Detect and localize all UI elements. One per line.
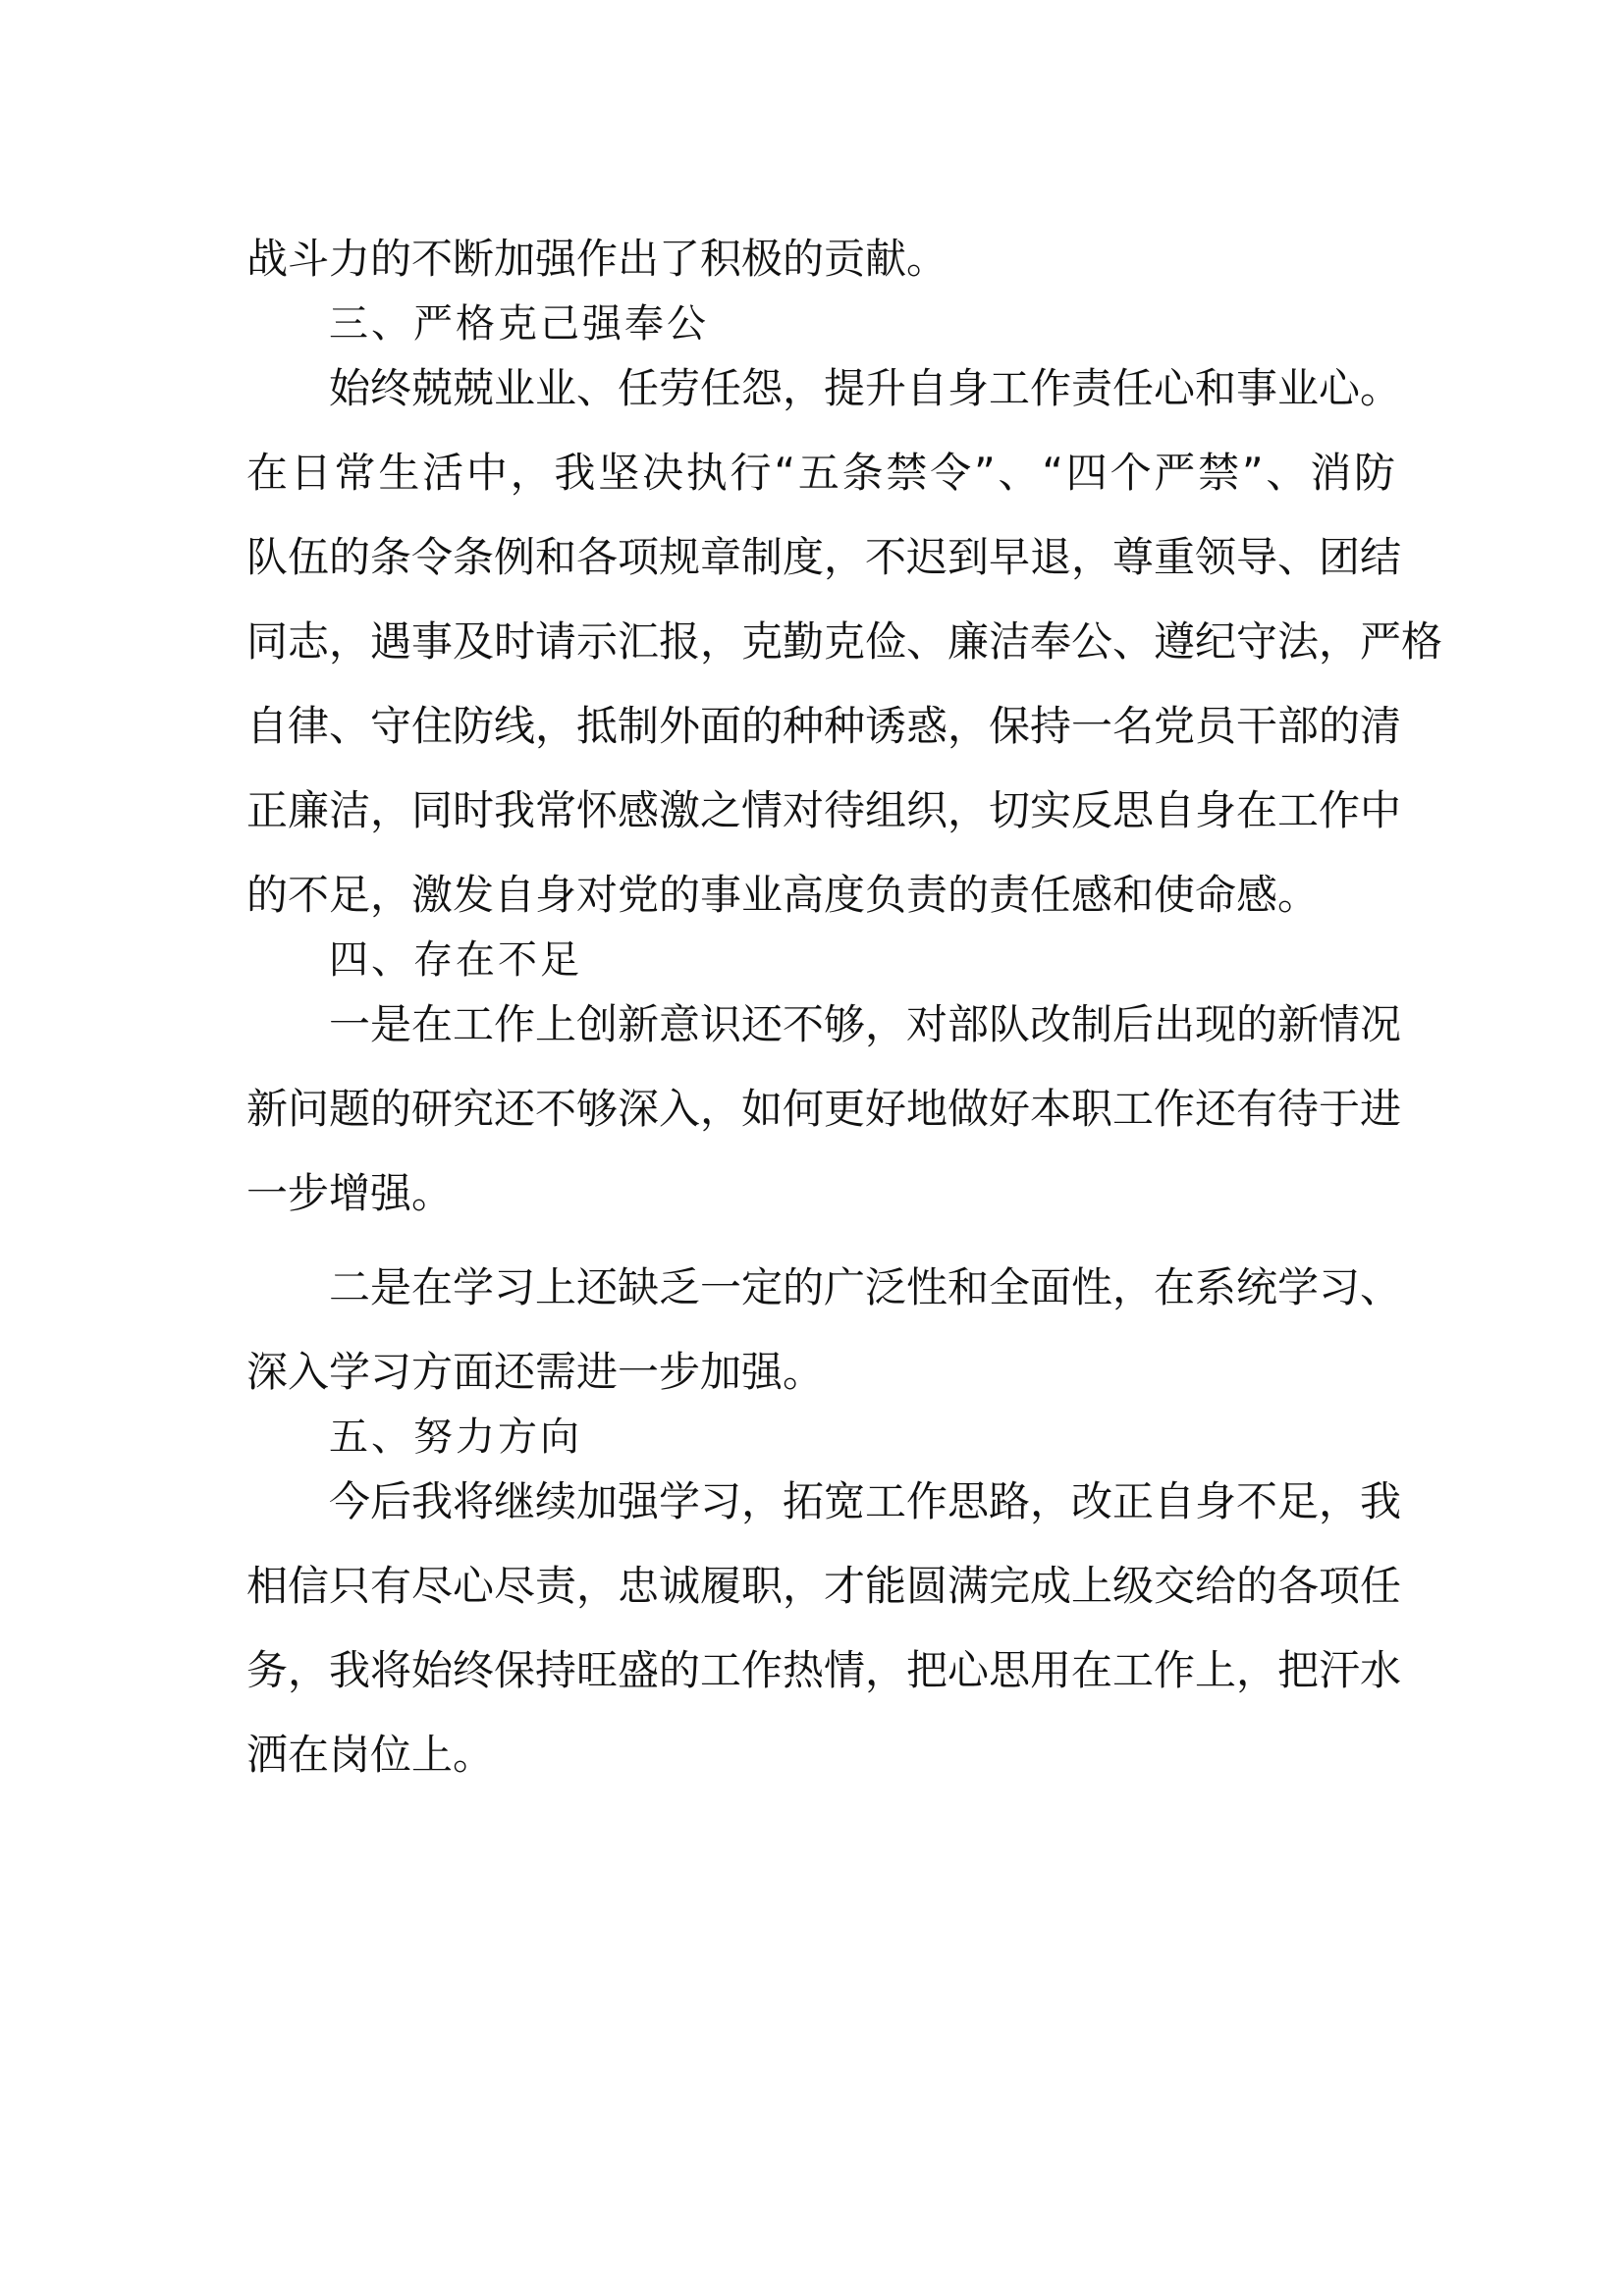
paragraph-line: 深入学习方面还需进一步加强。: [246, 1348, 825, 1396]
paragraph-line: 今后我将继续加强学习，拓宽工作思路，改正自身不足，我: [329, 1477, 1402, 1525]
paragraph-line: 在日常生活中，我坚决执行“五条禁令”、“四个严禁”、消防: [246, 449, 1395, 497]
paragraph-line: 务，我将始终保持旺盛的工作热情，把心思用在工作上，把汗水: [246, 1646, 1402, 1694]
paragraph-line: 队伍的条令条例和各项规章制度，不迟到早退，尊重领导、团结: [246, 533, 1402, 581]
paragraph-line: 始终兢兢业业、任劳任怨，提升自身工作责任心和事业心。: [329, 364, 1402, 412]
section-heading-3: 三、严格克己强奉公: [329, 301, 709, 347]
paragraph-line: 相信只有尽心尽责，忠诚履职，才能圆满完成上级交给的各项任: [246, 1562, 1402, 1610]
paragraph-line: 一是在工作上创新意识还不够，对部队改制后出现的新情况: [329, 1000, 1402, 1048]
paragraph-line: 洒在岗位上。: [246, 1731, 495, 1779]
paragraph-line: 一步增强。: [246, 1169, 454, 1217]
paragraph-line: 自律、守住防线，抵制外面的种种诱惑，保持一名党员干部的清: [246, 702, 1402, 750]
paragraph-line: 同志，遇事及时请示汇报，克勤克俭、廉洁奉公、遵纪守法，严格: [246, 617, 1443, 666]
paragraph-line: 战斗力的不断加强作出了积极的贡献。: [246, 235, 948, 283]
section-heading-4: 四、存在不足: [329, 937, 582, 983]
section-heading-5: 五、努力方向: [329, 1415, 582, 1460]
paragraph-line: 新问题的研究还不够深入，如何更好地做好本职工作还有待于进: [246, 1085, 1402, 1133]
paragraph-line: 正廉洁，同时我常怀感激之情对待组织，切实反思自身在工作中: [246, 786, 1402, 834]
paragraph-line: 的不足，激发自身对党的事业高度负责的责任感和使命感。: [246, 871, 1320, 919]
paragraph-line: 二是在学习上还缺乏一定的广泛性和全面性，在系统学习、: [329, 1263, 1402, 1311]
